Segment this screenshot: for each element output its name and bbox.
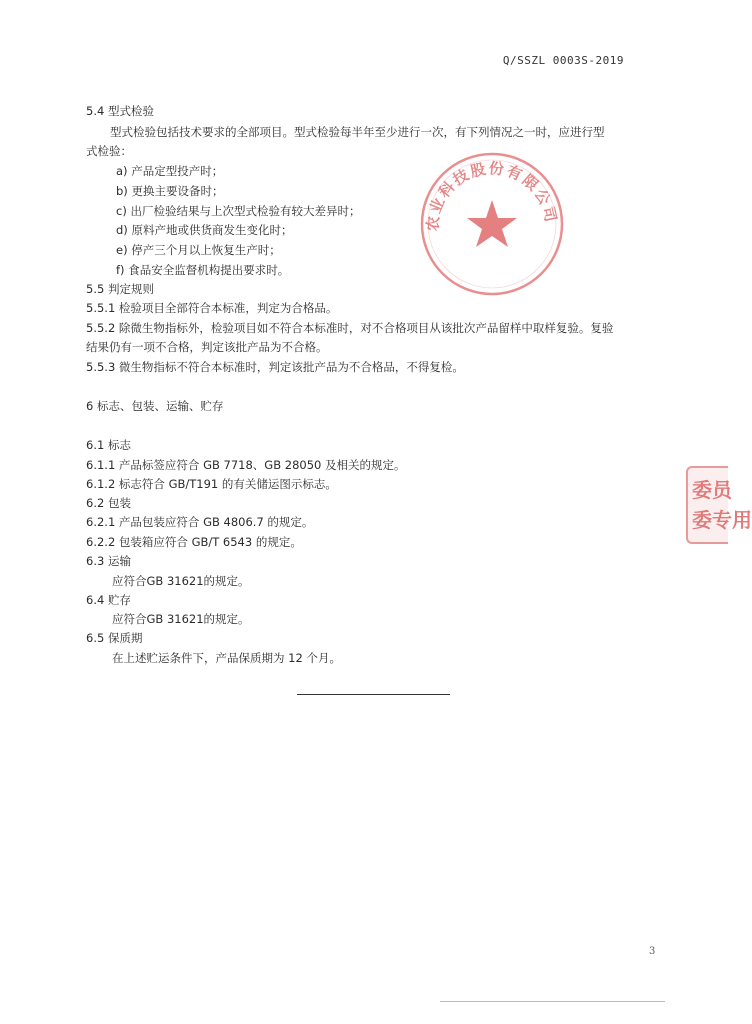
section-6-4-heading: 6.4 贮存 [86,593,131,607]
side-stamp-line2: 委专用 [692,508,752,532]
paragraph-line: 6.1.2 标志符合 GB/T191 的有关储运图示标志。 [86,477,337,491]
standard-code: Q/SSZL 0003S-2019 [502,54,624,67]
list-item: b) 更换主要设备时； [116,184,224,198]
list-item: d) 原料产地或供货商发生变化时； [116,223,293,237]
seal-text: 农业科技股份有限公司 [423,159,561,232]
list-item: f) 食品安全监督机构提出要求时。 [116,263,290,277]
paragraph-line: 型式检验包括技术要求的全部项目。型式检验每半年至少进行一次，有下列情况之一时，应进行型 [110,125,605,139]
paragraph-line: 5.5.3 微生物指标不符合本标准时，判定该批产品为不合格品，不得复检。 [86,360,464,374]
section-6-heading: 6 标志、包装、运输、贮存 [86,399,224,413]
list-item: e) 停产三个月以上恢复生产时； [116,243,281,257]
paragraph-line: 6.1.1 产品标签应符合 GB 7718、GB 28050 及相关的规定。 [86,458,406,472]
page-number: 3 [649,946,656,957]
paragraph-line: 5.5.1 检验项目全部符合本标准，判定为合格品。 [86,301,338,315]
paragraph-line: 应符合GB 31621的规定。 [112,574,250,588]
section-5-5-heading: 5.5 判定规则 [86,282,154,296]
scan-edge-line [440,1001,665,1002]
list-item: c) 出厂检验结果与上次型式检验有较大差异时； [116,204,361,218]
section-6-3-heading: 6.3 运输 [86,554,131,568]
side-stamp [686,466,752,540]
side-stamp-line1: 委员 [692,478,732,502]
paragraph-line: 在上述贮运条件下，产品保质期为 12 个月。 [112,651,341,665]
list-item: a) 产品定型投产时； [116,164,224,178]
section-6-1-heading: 6.1 标志 [86,438,131,452]
paragraph-line: 式检验： [86,144,132,158]
paragraph-line: 6.2.2 包装箱应符合 GB/T 6543 的规定。 [86,535,302,549]
paragraph-line: 5.5.2 除微生物指标外，检验项目如不符合本标准时，对不合格项目从该批次产品留样中取样复验。复验 [86,321,614,335]
paragraph-line: 应符合GB 31621的规定。 [112,612,250,626]
company-seal [418,150,566,298]
seal-star-icon [467,200,517,247]
paragraph-line: 6.2.1 产品包装应符合 GB 4806.7 的规定。 [86,515,314,529]
section-6-2-heading: 6.2 包装 [86,496,131,510]
paragraph-line: 结果仍有一项不合格，判定该批产品为不合格。 [86,340,328,354]
end-rule [297,694,450,695]
section-6-5-heading: 6.5 保质期 [86,631,143,645]
section-5-4-heading: 5.4 型式检验 [86,104,154,118]
